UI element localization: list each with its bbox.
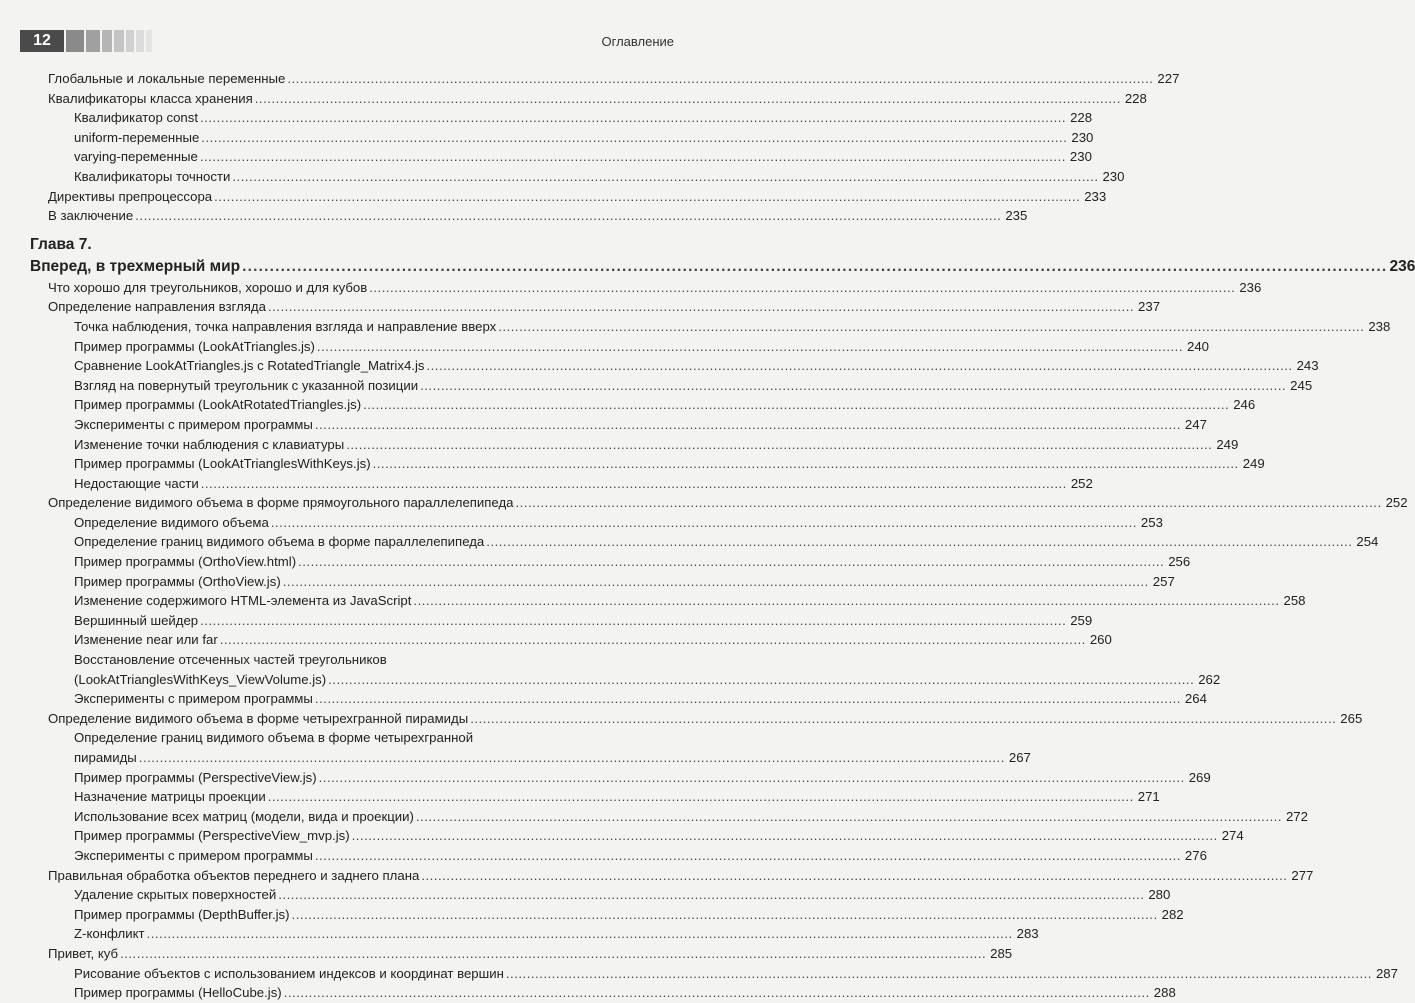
toc-entry[interactable]: [30, 337, 1210, 357]
toc-entry-title: Недостающие части: [74, 475, 199, 491]
toc-entry-page: 252: [1385, 495, 1408, 511]
toc-entry-title: Определение видимого объема в форме прямоугольного параллелепипеда: [48, 495, 514, 511]
toc-entry[interactable]: [30, 317, 1391, 337]
dot-leader: [200, 611, 1066, 631]
toc-entry-title: uniform-переменные: [74, 129, 200, 145]
toc-entry-title: Определение направления взгляда: [48, 299, 266, 315]
toc-entry-page: 276: [1184, 847, 1207, 863]
header-decoration: [66, 30, 152, 52]
toc-entry-title: Изменение содержимого HTML-элемента из JavaScript: [74, 593, 412, 609]
toc-entry-page: 233: [1084, 188, 1107, 204]
toc-entry-title: Пример программы (OrthoView.html): [74, 554, 297, 570]
toc-entry-continuation: [74, 748, 1031, 768]
toc-entry-page: 237: [1138, 299, 1161, 315]
toc-entry[interactable]: [30, 147, 1092, 167]
toc-entry-page: 271: [1137, 789, 1160, 805]
toc-entry-title: Определение границ видимого объема в форме четырехгранной: [74, 730, 474, 746]
toc-entry[interactable]: [30, 206, 1028, 226]
toc-entry-page: 246: [1233, 397, 1256, 413]
dot-leader: [369, 278, 1235, 298]
toc-entry-title: Пример программы (OrthoView.js): [74, 573, 281, 589]
toc-entry-page: 247: [1184, 416, 1207, 432]
toc-entry-title: Эксперименты с примером программы: [74, 691, 313, 707]
toc-entry-title: Правильная обработка объектов переднего и заднего плана: [48, 867, 420, 883]
toc-entry[interactable]: [30, 493, 1408, 513]
toc-entry[interactable]: [30, 89, 1147, 109]
dot-leader: [486, 532, 1352, 552]
toc-entry-page: 264: [1184, 691, 1207, 707]
toc-entry-page: 272: [1285, 808, 1308, 824]
toc-entry-title: Пример программы (PerspectiveView.js): [74, 769, 317, 785]
dot-leader: [268, 297, 1134, 317]
dot-leader: [271, 513, 1137, 533]
dot-leader: [315, 689, 1181, 709]
toc-entry-page: 249: [1242, 456, 1265, 472]
toc-entry-title: В заключение: [48, 208, 134, 224]
dot-leader: [328, 670, 1194, 690]
toc-entry-page: 227: [1157, 71, 1180, 86]
dot-leader: [120, 944, 986, 964]
toc-entry-page: 262: [1198, 671, 1221, 687]
dot-leader: [268, 787, 1134, 807]
dot-leader: [315, 846, 1181, 866]
toc-entry[interactable]: [30, 572, 1175, 592]
toc-entry-title: Эксперименты с примером программы: [74, 847, 313, 863]
toc-entry-title: Пример программы (HelloCube.js): [74, 985, 282, 1001]
dot-leader: [135, 206, 1001, 226]
toc-entry[interactable]: [30, 552, 1191, 572]
toc-entry-title: Изменение точки наблюдения с клавиатуры: [74, 436, 345, 452]
dot-leader: [283, 572, 1149, 592]
toc-entry[interactable]: [30, 187, 1107, 207]
toc-entry-page: 287: [1375, 965, 1398, 981]
toc-entry-title: Глобальные и локальные переменные: [48, 71, 286, 86]
chapter-title-entry[interactable]: [30, 256, 1415, 278]
dot-leader: [292, 905, 1158, 925]
toc-entry[interactable]: [30, 630, 1112, 650]
toc-entry[interactable]: [30, 69, 1180, 89]
dot-leader: [421, 866, 1287, 886]
toc-entry-title: Привет, куб: [48, 945, 119, 961]
toc-entry[interactable]: [30, 474, 1093, 494]
toc-entry-page: 257: [1152, 573, 1175, 589]
toc-entry-title: Восстановление отсеченных частей треугольников: [74, 652, 387, 668]
toc-entry[interactable]: [30, 905, 1184, 925]
toc-entry-title: Определение видимого объема в форме четырехгранной пирамиды: [48, 710, 469, 726]
toc-section-previous-chapter: [30, 69, 1180, 226]
toc-entry-title: Квалификаторы точности: [74, 168, 231, 184]
dot-leader: [278, 885, 1144, 905]
toc-entry-title: Квалификатор const: [74, 110, 198, 126]
toc-entry-title: Директивы препроцессора: [48, 188, 213, 204]
toc-entry-title: Вершинный шейдер: [74, 612, 199, 628]
toc-entry-page: 230: [1069, 149, 1092, 165]
toc-entry-page: 277: [1291, 867, 1314, 883]
toc-entry-continuation: [74, 670, 1221, 690]
toc-entry-page: 285: [990, 945, 1013, 961]
toc-entry[interactable]: [30, 591, 1306, 611]
toc-entry[interactable]: [30, 611, 1093, 631]
toc-entry[interactable]: [30, 650, 1221, 689]
dot-leader: [413, 591, 1279, 611]
dot-leader: [352, 826, 1218, 846]
toc-entry[interactable]: [30, 964, 1398, 984]
running-title: Оглавление: [601, 34, 674, 49]
toc-entry-title: Назначение матрицы проекции: [74, 789, 266, 805]
toc-entry-page: 274: [1221, 828, 1244, 844]
toc-entry-page: 252: [1070, 475, 1093, 491]
toc-entry-page: 235: [1005, 208, 1028, 224]
toc-entry-page: 259: [1070, 612, 1093, 628]
dot-leader: [242, 256, 1387, 278]
toc-entry-title: Использование всех матриц (модели, вида и проекции): [74, 808, 414, 824]
dot-leader: [346, 435, 1212, 455]
dot-leader: [298, 552, 1164, 572]
toc-entry-page: 258: [1283, 593, 1306, 609]
chapter-page: 236: [1389, 257, 1415, 275]
toc-entry-title: Что хорошо для треугольников, хорошо и для кубов: [48, 279, 368, 295]
toc-entry-page: 269: [1188, 769, 1211, 785]
toc-entry-title: Изменение near или far: [74, 632, 218, 648]
toc-entry[interactable]: [30, 807, 1308, 827]
toc-entry[interactable]: [30, 278, 1262, 298]
dot-leader: [255, 89, 1121, 109]
toc-entry[interactable]: [30, 728, 1031, 767]
toc-entry[interactable]: [30, 689, 1207, 709]
dot-leader: [220, 630, 1086, 650]
toc-entry[interactable]: [30, 356, 1319, 376]
toc-entry-page: 228: [1070, 110, 1093, 126]
dot-leader: [498, 317, 1364, 337]
dot-leader: [201, 474, 1067, 494]
toc-entry-page: 230: [1071, 129, 1094, 145]
toc-entry-title: Пример программы (PerspectiveView_mvp.js): [74, 828, 350, 844]
toc-entry-title: Сравнение LookAtTriangles.js с RotatedTriangle_Matrix4.js: [74, 358, 425, 374]
toc-entry[interactable]: [30, 983, 1176, 1003]
dot-leader: [363, 395, 1229, 415]
toc-entry-page: 254: [1356, 534, 1379, 550]
dot-leader: [420, 376, 1286, 396]
toc-entry-page: 228: [1124, 90, 1147, 106]
toc-entry[interactable]: [30, 297, 1161, 317]
toc-entry-page: 288: [1153, 985, 1176, 1001]
toc-entry-title: Пример программы (LookAtTrianglesWithKeys.js): [74, 456, 371, 472]
toc-entry-page: 236: [1239, 279, 1262, 295]
toc-entry[interactable]: [30, 924, 1039, 944]
toc-entry-title: Эксперименты с примером программы: [74, 416, 313, 432]
toc-entry[interactable]: [30, 454, 1265, 474]
chapter-title: Вперед, в трехмерный мир: [30, 257, 241, 275]
toc-entry-page: 238: [1368, 318, 1391, 334]
toc-entry-page: 282: [1161, 906, 1184, 922]
toc-entry-title: Определение видимого объема: [74, 514, 269, 530]
toc-entry[interactable]: [30, 532, 1379, 552]
dot-leader: [147, 924, 1013, 944]
toc-entry-page: 256: [1168, 554, 1191, 570]
toc-entry-page: 253: [1140, 514, 1163, 530]
dot-leader: [232, 167, 1098, 187]
dot-leader: [315, 415, 1181, 435]
toc-entry-title: Пример программы (LookAtTriangles.js): [74, 338, 315, 354]
toc-entry-title: Z-конфликт: [74, 926, 145, 942]
dot-leader: [470, 709, 1336, 729]
dot-leader: [506, 964, 1372, 984]
toc-entry-page: 240: [1187, 338, 1210, 354]
dot-leader: [516, 493, 1382, 513]
toc-entry[interactable]: [30, 395, 1256, 415]
toc-entry[interactable]: [30, 826, 1244, 846]
toc-entry[interactable]: [30, 944, 1013, 964]
toc-entry[interactable]: [30, 415, 1207, 435]
toc-entry[interactable]: [30, 435, 1239, 455]
toc-entry-title: Пример программы (DepthBuffer.js): [74, 906, 290, 922]
dot-leader: [287, 69, 1153, 89]
toc-entry-page: 245: [1290, 377, 1313, 393]
toc-entry-page: 260: [1089, 632, 1112, 648]
toc-entry[interactable]: [30, 513, 1163, 533]
toc-entry-page: 230: [1102, 168, 1125, 184]
toc-entry-title: Квалификаторы класса хранения: [48, 90, 253, 106]
toc-entry-page: 243: [1296, 358, 1319, 374]
toc-entry[interactable]: [30, 787, 1160, 807]
dot-leader: [319, 768, 1185, 788]
toc-entry-page: 267: [1008, 750, 1031, 765]
toc-entry[interactable]: [30, 376, 1313, 396]
dot-leader: [200, 108, 1066, 128]
toc-entry[interactable]: [30, 846, 1207, 866]
dot-leader: [416, 807, 1282, 827]
toc-entry-page: 249: [1216, 436, 1239, 452]
toc-entry-title-continued: пирамиды: [74, 750, 137, 765]
toc-entry-title-continued: (LookAtTrianglesWithKeys_ViewVolume.js): [74, 671, 327, 687]
toc-entry-title: varying-переменные: [74, 149, 198, 165]
table-of-contents: [30, 69, 1415, 1003]
dot-leader: [200, 147, 1066, 167]
dot-leader: [214, 187, 1080, 207]
toc-entry[interactable]: [30, 709, 1363, 729]
toc-entry-title: Рисование объектов с использованием индексов и координат вершин: [74, 965, 504, 981]
dot-leader: [373, 454, 1239, 474]
toc-entry-title: Определение границ видимого объема в форме параллелепипеда: [74, 534, 485, 550]
toc-entry-page: 280: [1148, 887, 1171, 903]
toc-entry-title: Взгляд на повернутый треугольник с указанной позиции: [74, 377, 419, 393]
dot-leader: [284, 983, 1150, 1003]
dot-leader: [139, 748, 1005, 768]
toc-entry-title: Пример программы (LookAtRotatedTriangles.js): [74, 397, 362, 413]
toc-section-chapter-7: [30, 278, 1408, 1003]
dot-leader: [201, 128, 1067, 148]
chapter-label: Глава 7.: [30, 235, 92, 253]
toc-entry[interactable]: [30, 167, 1125, 187]
toc-entry[interactable]: [30, 885, 1171, 905]
toc-entry[interactable]: [30, 128, 1094, 148]
toc-entry[interactable]: [30, 768, 1211, 788]
toc-entry-page: 283: [1016, 926, 1039, 942]
toc-entry[interactable]: [30, 108, 1093, 128]
dot-leader: [426, 356, 1292, 376]
page-number: 12: [20, 30, 64, 52]
toc-entry-title: Удаление скрытых поверхностей: [74, 887, 277, 903]
toc-entry-page: 265: [1340, 710, 1363, 726]
toc-entry[interactable]: [30, 866, 1314, 886]
toc-entry-title: Точка наблюдения, точка направления взгляда и направление вверх: [74, 318, 497, 334]
dot-leader: [317, 337, 1183, 357]
